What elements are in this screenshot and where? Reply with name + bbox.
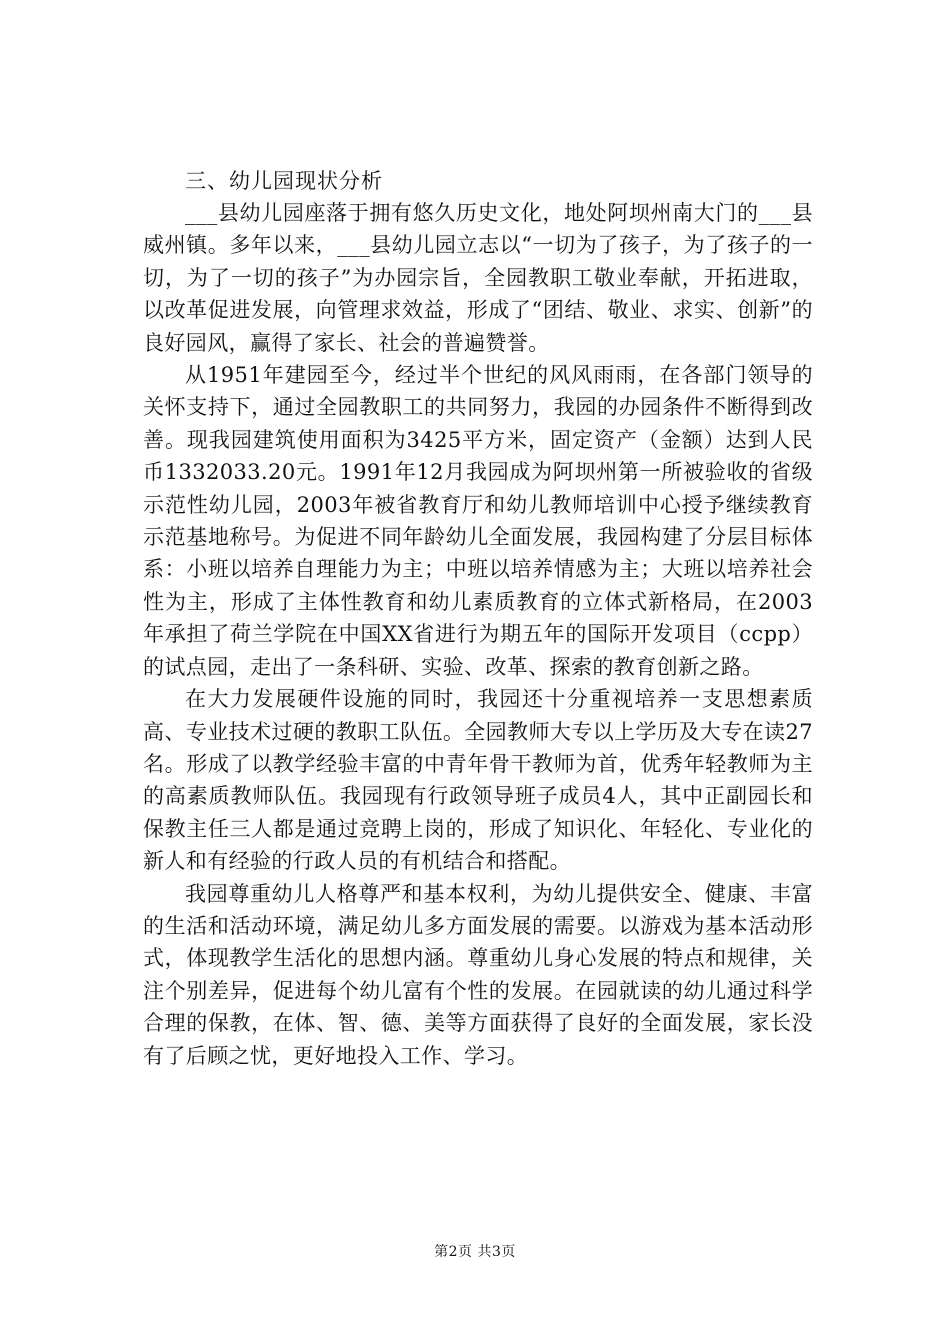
- page-number-footer: 第2页 共3页: [434, 1244, 516, 1260]
- paragraph-children: 我园尊重幼儿人格尊严和基本权利，为幼儿提供安全、健康、丰富的生活和活动环境，满足幼儿多方面发展的需要。以游戏为基本活动形式，体现教学生活化的思想内涵。尊重幼儿身心发展的特点和规律，关注个别差异，促进每个幼儿富有个性的发展。在园就读的幼儿通过科学合理的保教，在体、智、德、美等方面获得了良好的全面发展，家长没有了后顾之忧，更好地投入工作、学习。: [143, 881, 813, 1068]
- paragraph-staff: 在大力发展硬件设施的同时，我园还十分重视培养一支思想素质高、专业技术过硬的教职工队伍。全园教师大专以上学历及大专在读27名。形成了以教学经验丰富的中青年骨干教师为首，优秀年轻教师为主的高素质教师队伍。我园现有行政领导班子成员4人，其中正副园长和保教主任三人都是通过竞聘上岗的，形成了知识化、年轻化、专业化的新人和有经验的行政人员的有机结合和搭配。: [143, 687, 813, 874]
- paragraph-intro: ___县幼儿园座落于拥有悠久历史文化，地处阿坝州南大门的___县威州镇。多年以来，___县幼儿园立志以“一切为了孩子，为了孩子的一切，为了一切的孩子”为办园宗旨，全园教职工敬业奉献，开拓进取，以改革促进发展，向管理求效益，形成了“团结、敬业、求实、创新”的良好园风，赢得了家长、社会的普遍赞誉。: [143, 201, 813, 355]
- paragraph-history: 从1951年建园至今，经过半个世纪的风风雨雨，在各部门领导的关怀支持下，通过全园教职工的共同努力，我园的办园条件不断得到改善。现我园建筑使用面积为3425平方米，固定资产（金额）达到人民币1332033.20元。1991年12月我园成为阿坝州第一所被验收的省级示范性幼儿园，2003年被省教育厅和幼儿教师培训中心授予继续教育示范基地称号。为促进不同年龄幼儿全面发展，我园构建了分层目标体系：小班以培养自理能力为主；中班以培养情感为主；大班以培养社会性为主，形成了主体性教育和幼儿素质教育的立体式新格局，在2003年承担了荷兰学院在中国XX省进行为期五年的国际开发项目（ccpp）的试点园，走出了一条科研、实验、改革、探索的教育创新之路。: [143, 363, 813, 679]
- section-heading: 三、幼儿园现状分析: [185, 169, 383, 193]
- document-body: [143, 166, 813, 1072]
